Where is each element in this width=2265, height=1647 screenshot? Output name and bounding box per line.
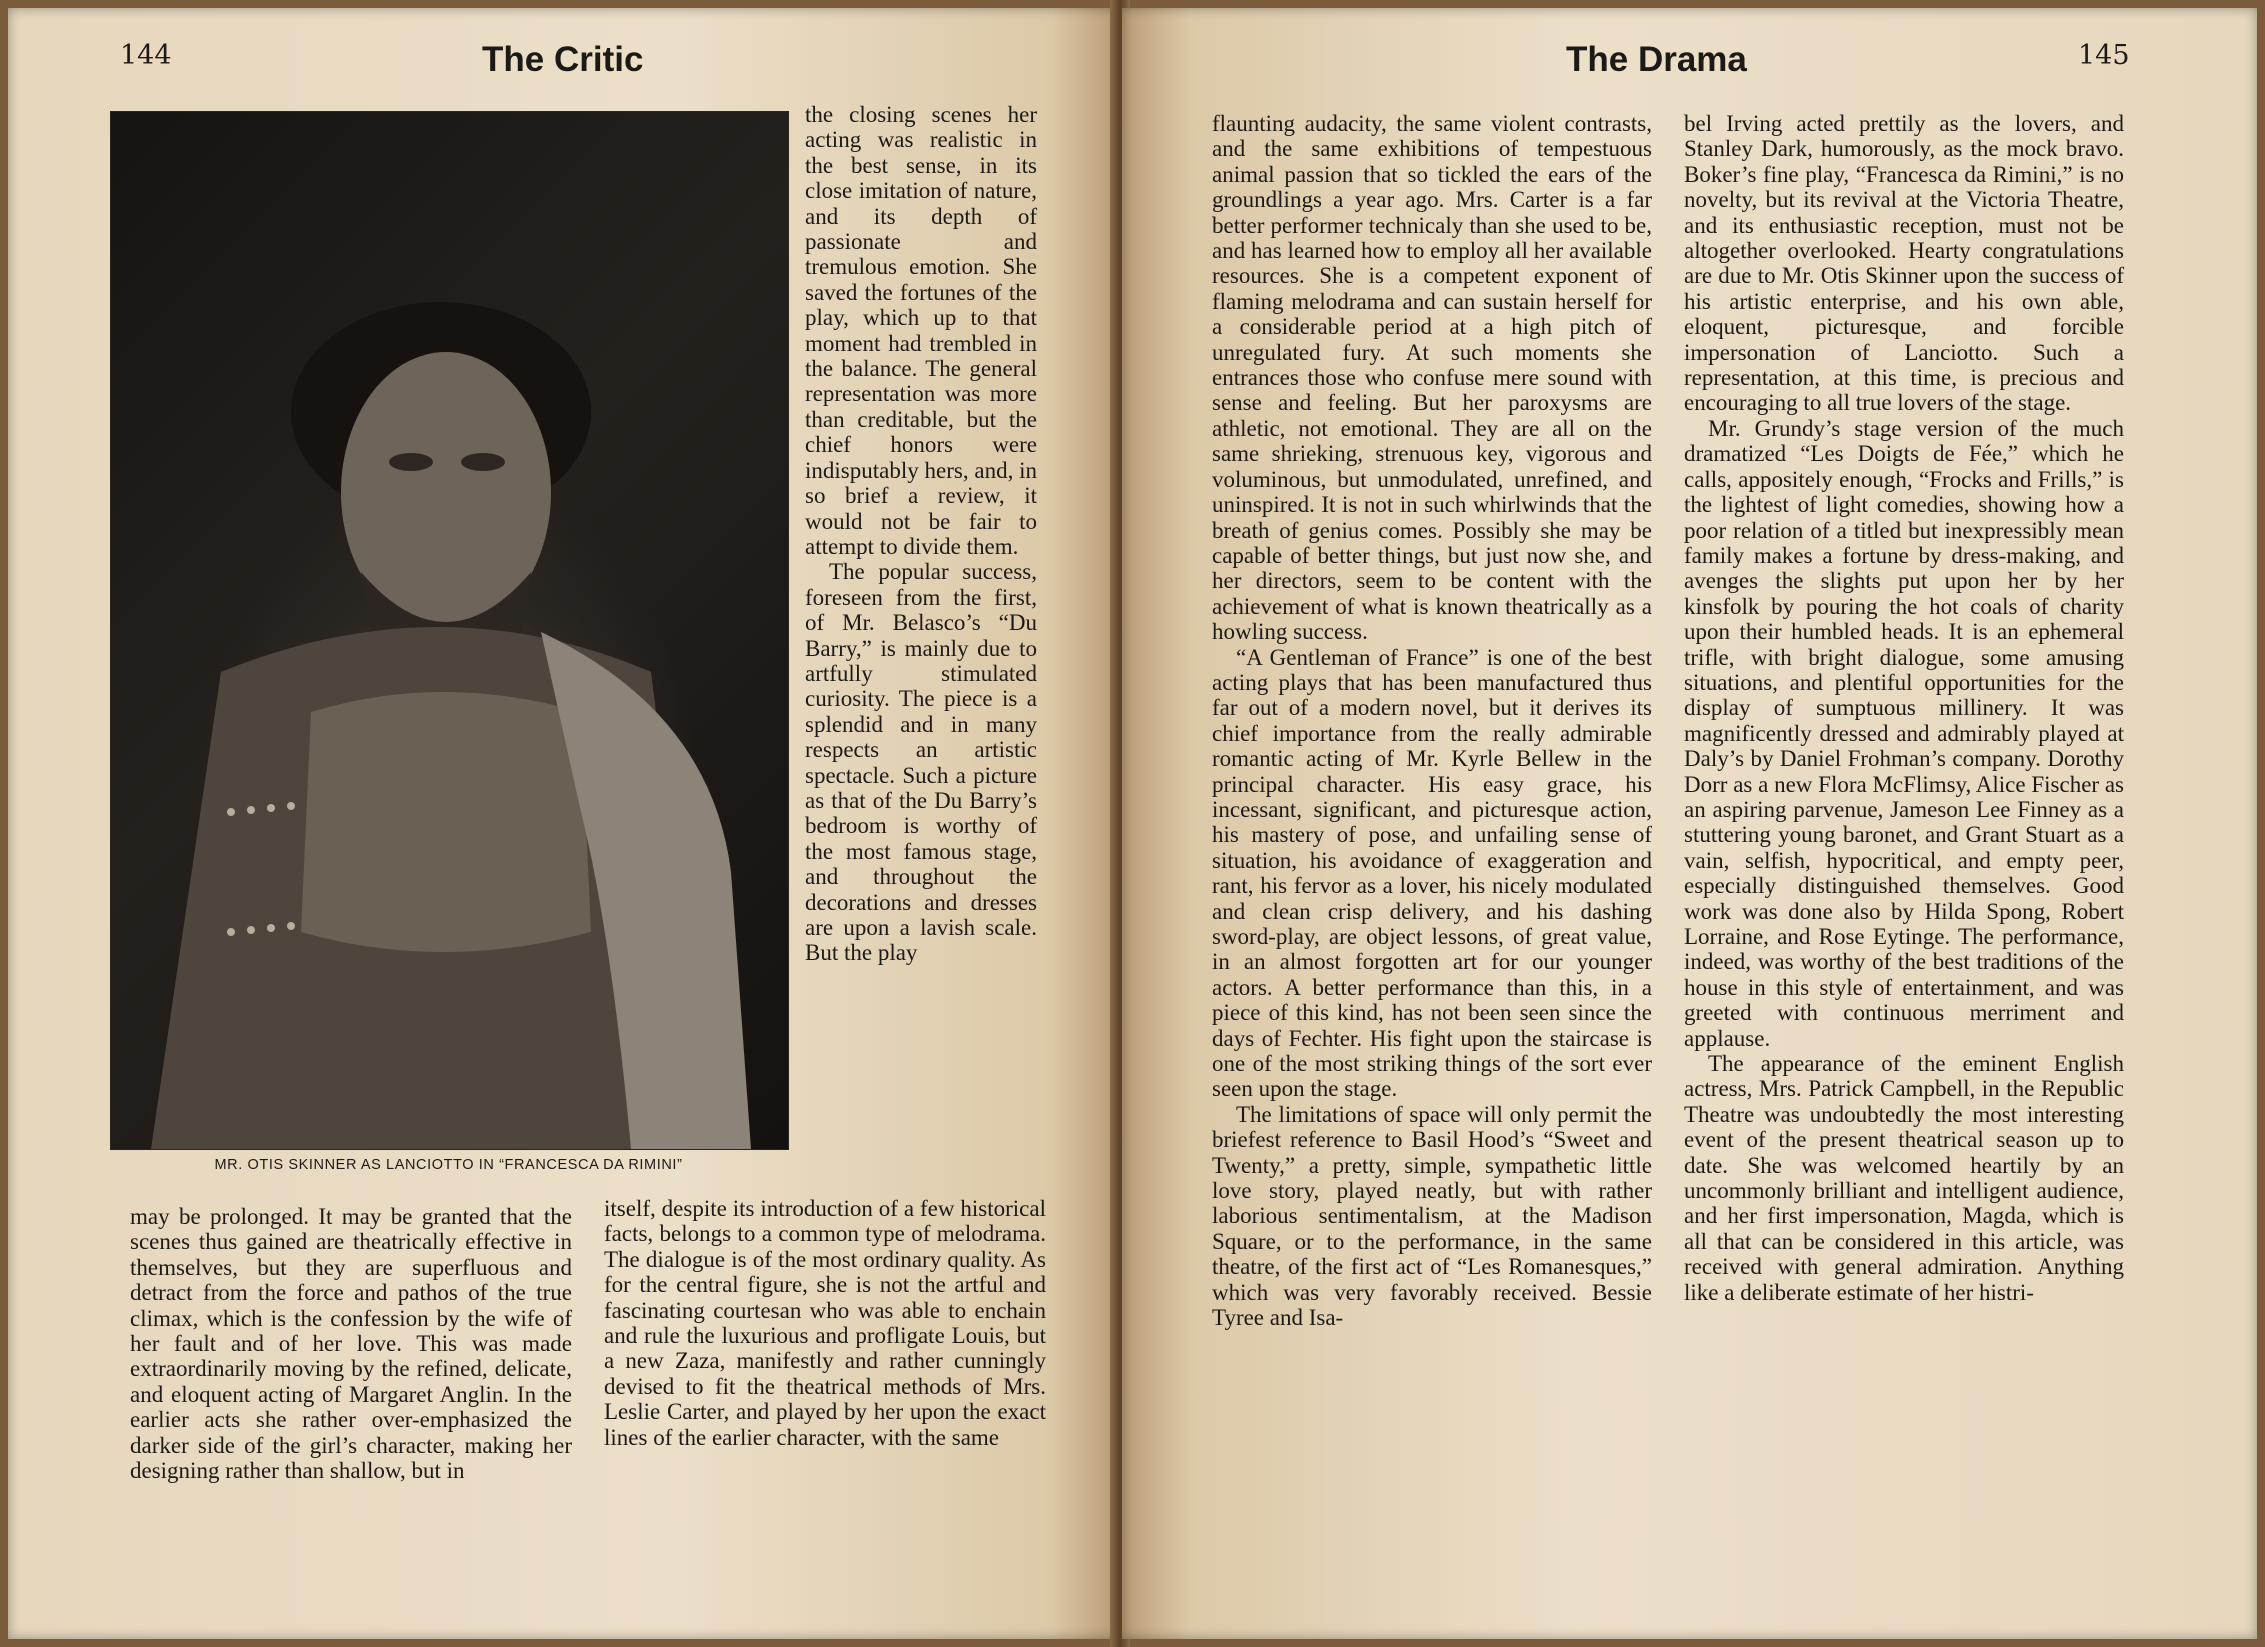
paragraph: the closing scenes her acting was realistic in the best sense, in its close imitation of nature, and its depth of passionate and tremulous emotion. She saved the fortunes of the play, which up to that moment had trembled in the balance. The general representation was more than creditable, but the chief honors were indisputably hers, and, in so brief a review, it would not be fair to attempt to divide them. (805, 102, 1037, 559)
paragraph: Mr. Grundy’s stage version of the much dramatized “Les Doigts de Fée,” which he calls, appositely enough, “Frocks and Frills,” is the lightest of light comedies, showing how a poor relation of a titled but inexpressibly mean family makes a fortune by dress-making, and avenges the slights put upon her by her kinsfolk by pouring the hot coals of charity upon their humbled heads. It is an ephemeral trifle, with bright dialogue, some amusing situations, and plentiful opportunities for the display of sumptuous millinery. It was magnificently dressed and admirably played at Daly’s by Daniel Frohman’s company. Dorothy Dorr as a new Flora McFlimsy, Alice Fischer as an aspiring parvenue, Jameson Lee Finney as a stuttering young baronet, and Grant Stuart as a vain, selfish, hypocritical, and empty peer, especially distinguished themselves. Good work was done also by Hilda Spong, Robert Lorraine, and Rose Eytinge. The performance, indeed, was worthy of the best traditions of the house in this style of entertainment, and was greeted with continuous merriment and applause. (1684, 415, 2124, 1051)
running-head-right: The Drama (1566, 40, 1747, 79)
paragraph: flaunting audacity, the same violent contrasts, and the same exhibitions of tempestuous animal passion that so tickled the ears of the groundlings a year ago. Mrs. Carter is a far better performer technicaly than she used to be, and has learned how to employ all her available resources. She is a competent exponent of flaming melodrama and can sustain herself for a considerable period at a high pitch of unregulated fury. At such moments she entrances those who confuse mere sound with sense and feeling. But her paroxysms are athletic, not emotional. They are all on the same shrieking, strenuous key, vigorous and voluminous, but unmodulated, unrefined, and uninspired. It is not in such whirlwinds that the breath of genius comes. Possibly she may be capable of better things, but just now she, and her directors, seem to be content with the achievement of what is known theatrically as a howling success. (1212, 111, 1652, 645)
photo-caption: MR. OTIS SKINNER AS LANCIOTTO IN “FRANCESCA DA RIMINI” (214, 1157, 683, 1173)
running-head-left: The Critic (482, 40, 644, 79)
left-page-bottom-column-2 (604, 1196, 1046, 1450)
portrait-figure-illustration (111, 112, 788, 1149)
left-page-bottom-column-1 (130, 1204, 572, 1483)
paragraph: bel Irving acted prettily as the lovers, and Stanley Dark, humorously, as the mock bravo. Boker’s fine play, “Francesca da Rimini,” is no novelty, but its revival at the Victoria Theatre, and its enthusiastic reception, must not be altogether overlooked. Hearty congratulations are due to Mr. Otis Skinner upon the success of his artistic enterprise, and his own able, eloquent, picturesque, and forcible impersonation of Lanciotto. Such a representation, at this time, is precious and encouraging to all true lovers of the stage. (1684, 111, 2124, 416)
page-number-right: 145 (2078, 40, 2130, 71)
paragraph: The popular success, foreseen from the first, of Mr. Belasco’s “Du Barry,” is mainly due to artfully stimulated curiosity. The piece is a splendid and in many respects an artistic spectacle. Such a picture as that of the Du Barry’s bedroom is worthy of the most famous stage, and throughout the decorations and dresses are upon a lavish scale. But the play (805, 559, 1037, 966)
paragraph: may be prolonged. It may be granted that the scenes thus gained are theatrically effective in themselves, but they are superfluous and detract from the force and pathos of the true climax, which is the confession by the wife of her fault and of her love. This was made extraordinarily moving by the refined, delicate, and eloquent acting of Margaret Anglin. In the earlier acts she rather over-emphasized the darker side of the girl’s character, making her designing rather than shallow, but in (130, 1204, 572, 1484)
portrait-photograph (110, 111, 789, 1150)
paragraph: “A Gentleman of France” is one of the best acting plays that has been manufactured thus far out of a modern novel, but it derives its chief importance from the really admirable romantic acting of Mr. Kyrle Bellew in the principal character. His easy grace, his incessant, significant, and picturesque action, his mastery of pose, and unfailing sense of situation, his avoidance of exaggeration and rant, his fervor as a lover, his nicely modulated and clean crisp delivery, and his dashing sword-play, are object lessons, of great value, in an almost forgotten art for our younger actors. A better performance than this, in a piece of this kind, has not been seen since the days of Fechter. His fight upon the staircase is one of the most striking things of the sort ever seen upon the stage. (1212, 644, 1652, 1102)
paragraph: The appearance of the eminent English actress, Mrs. Patrick Campbell, in the Republic Theatre was undoubtedly the most interesting event of the present theatrical season up to date. She was welcomed heartily by an uncommonly brilliant and intelligent audience, and her first impersonation, Magda, which is all that can be considered in this article, was received with general admiration. Anything like a deliberate estimate of her histri- (1684, 1051, 2124, 1305)
left-page-column-beside-photo (805, 102, 1037, 966)
paragraph: itself, despite its introduction of a few historical facts, belongs to a common type of melodrama. The dialogue is of the most ordinary quality. As for the central figure, she is not the artful and fascinating courtesan who was able to enchain and rule the luxurious and profligate Louis, but a new Zaza, manifestly and rather cunningly devised to fit the theatrical methods of Mrs. Leslie Carter, and played by her upon the exact lines of the earlier character, with the same (604, 1196, 1046, 1450)
paragraph: The limitations of space will only permit the briefest reference to Basil Hood’s “Sweet and Twenty,” a pretty, simple, sympathetic little love story, played neatly, but with rather laborious sentimentalism, at the Madison Square, or to the performance, in the same theatre, of the first act of “Les Romanesques,” which was very favorably received. Bessie Tyree and Isa- (1212, 1101, 1652, 1331)
right-page-column-1 (1212, 111, 1652, 1331)
page-number-left: 144 (120, 40, 172, 71)
right-page-column-2 (1684, 111, 2124, 1305)
